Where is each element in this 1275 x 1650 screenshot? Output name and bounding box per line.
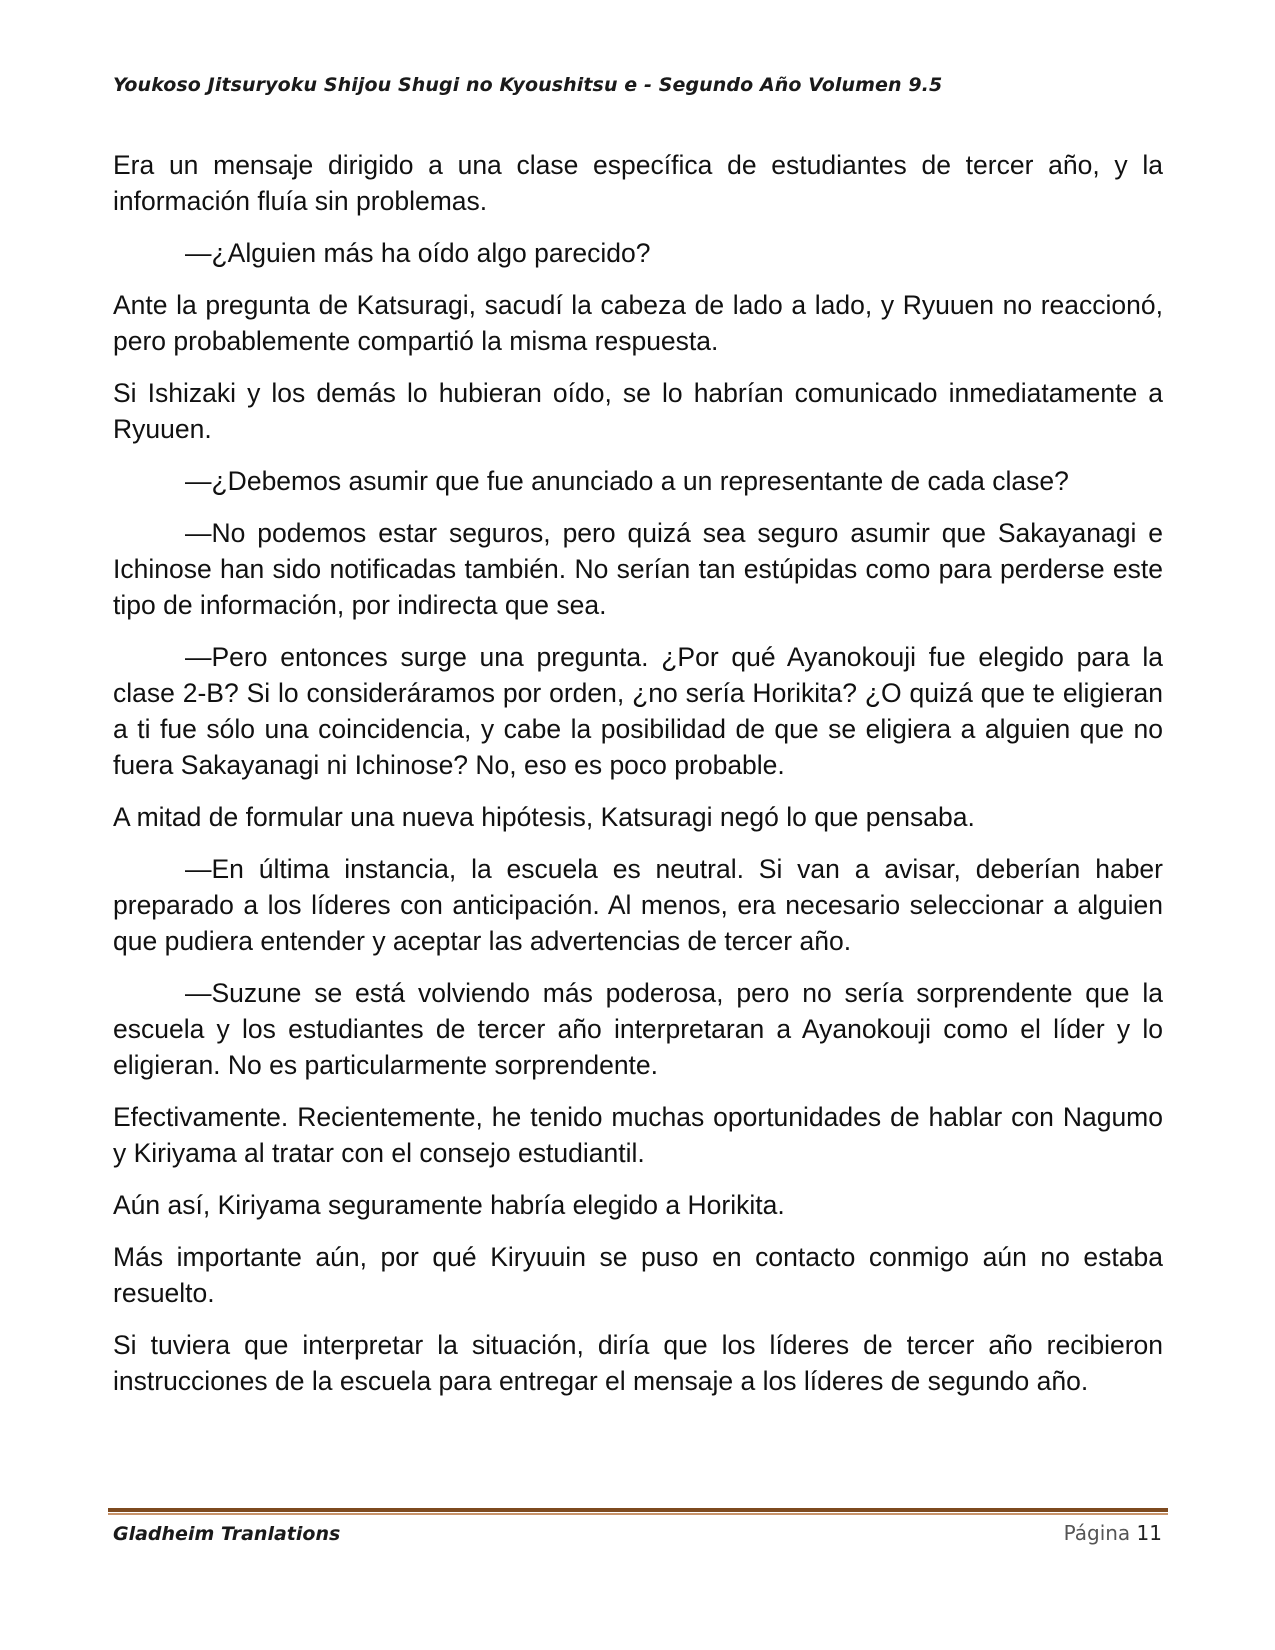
page-number-block [1064, 1521, 1162, 1545]
running-header: Youkoso Jitsuryoku Shijou Shugi no Kyoushitsu e - Segundo Año Volumen 9.5 [113, 74, 943, 96]
footer-credit: Gladheim Tranlations [113, 1523, 341, 1545]
paragraph: Aún así, Kiriyama seguramente habría elegido a Horikita. [113, 1190, 785, 1220]
dialogue-paragraph: —¿Alguien más ha oído algo parecido? [185, 238, 651, 268]
dialogue-paragraph: —Pero entonces surge una pregunta. ¿Por qué Ayanokouji fue elegido para la clase 2-B? Si lo consideráramos por orden, ¿no sería Horikita? ¿O quizá que te eligieran a ti fue sólo una coincidencia, y cabe la posibilidad de que se eligiera a alguien que no fuera Sakayanagi ni Ichinose? No, eso es poco probable. [113, 642, 1163, 780]
paragraph: Era un mensaje dirigido a una clase específica de estudiantes de tercer año, y la información fluía sin problemas. [113, 150, 1163, 216]
paragraph: Si Ishizaki y los demás lo hubieran oído, se lo habrían comunicado inmediatamente a Ryuuen. [113, 378, 1163, 444]
paragraph: Más importante aún, por qué Kiryuuin se puso en contacto conmigo aún no estaba resuelto. [113, 1242, 1163, 1308]
paragraph: Si tuviera que interpretar la situación, diría que los líderes de tercer año recibieron instrucciones de la escuela para entregar el mensaje a los líderes de segundo año. [113, 1330, 1163, 1396]
page-number: 11 [1136, 1521, 1162, 1545]
footer-divider [108, 1508, 1168, 1515]
paragraph: Ante la pregunta de Katsuragi, sacudí la cabeza de lado a lado, y Ryuuen no reaccionó, pero probablemente compartió la misma respuesta. [113, 290, 1163, 356]
dialogue-paragraph: —En última instancia, la escuela es neutral. Si van a avisar, deberían haber preparado a los líderes con anticipación. Al menos, era necesario seleccionar a alguien que pudiera entender y aceptar las advertencias de tercer año. [113, 854, 1163, 956]
footer-divider-thin [108, 1513, 1168, 1515]
footer-divider-thick [108, 1508, 1168, 1512]
body-text [113, 147, 1163, 1415]
page-label: Página [1063, 1521, 1131, 1545]
paragraph: A mitad de formular una nueva hipótesis, Katsuragi negó lo que pensaba. [113, 802, 975, 832]
dialogue-paragraph: —No podemos estar seguros, pero quizá sea seguro asumir que Sakayanagi e Ichinose han sido notificadas también. No serían tan estúpidas como para perderse este tipo de información, por indirecta que sea. [113, 518, 1163, 620]
paragraph: Efectivamente. Recientemente, he tenido muchas oportunidades de hablar con Nagumo y Kiriyama al tratar con el consejo estudiantil. [113, 1102, 1163, 1168]
dialogue-paragraph: —¿Debemos asumir que fue anunciado a un representante de cada clase? [185, 466, 1069, 496]
dialogue-paragraph: —Suzune se está volviendo más poderosa, pero no sería sorprendente que la escuela y los estudiantes de tercer año interpretaran a Ayanokouji como el líder y lo eligieran. No es particularmente sorprendente. [113, 978, 1163, 1080]
